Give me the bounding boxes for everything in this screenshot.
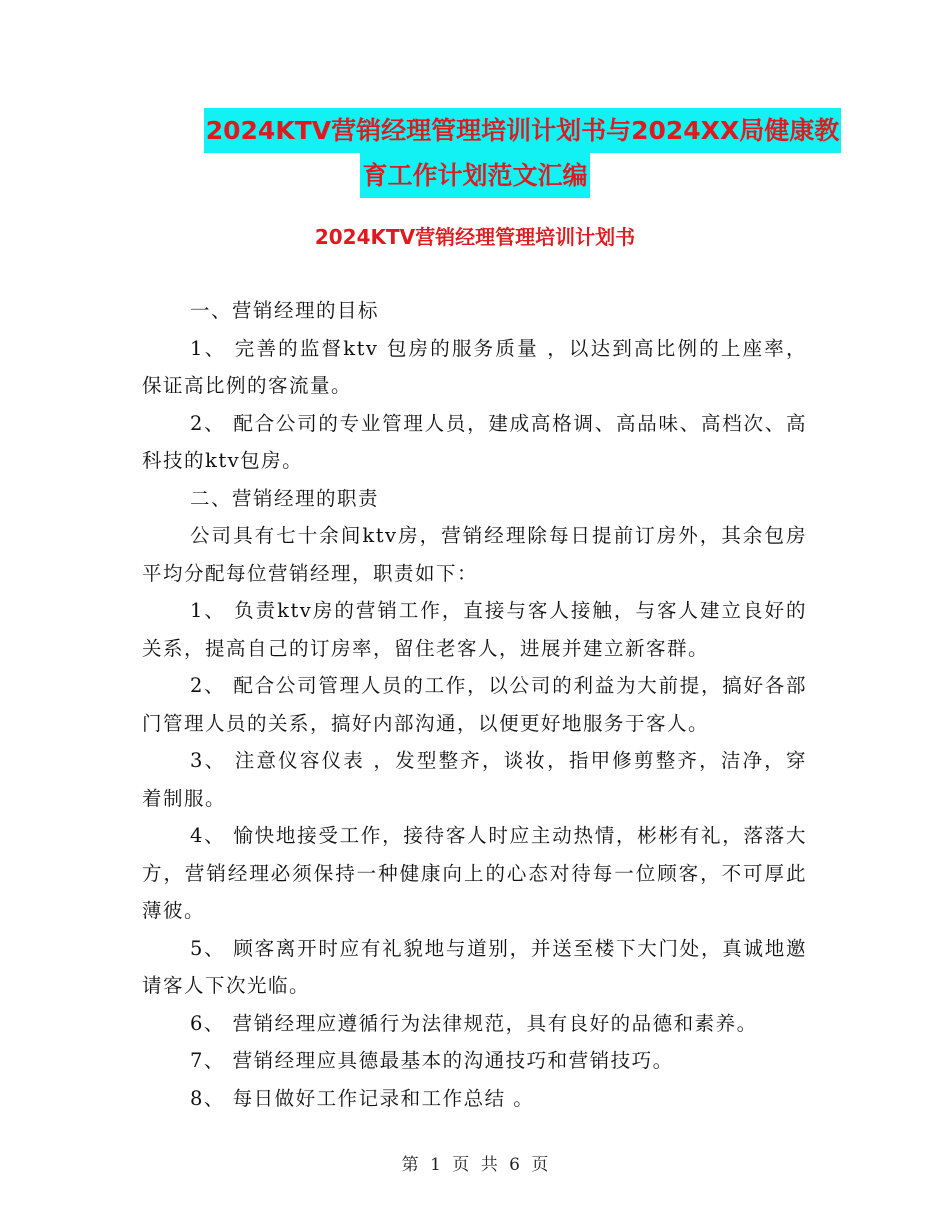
section-title: 2024KTV营销经理管理培训计划书 [314, 225, 636, 249]
paragraph: 一、营销经理的目标 [190, 299, 380, 322]
paragraph: 7、 营销经理应具德最基本的沟通技巧和营销技巧。 [190, 1049, 674, 1072]
paragraph: 4、 愉快地接受工作，接待客人时应主动热情，彬彬有礼，落落大方，营销经理必须保持一种健康向上的心态对待每一位顾客，不可厚此薄彼。 [142, 824, 807, 922]
paragraph: 1、 完善的监督ktv 包房的服务质量 ，以达到高比例的上座率，保证高比例的客流量。 [142, 336, 807, 397]
main-title-line-1: 2024KTV营销经理管理培训计划书与2024XX局健康教 [204, 108, 842, 153]
main-title [0, 108, 950, 198]
paragraph: 二、营销经理的职责 [190, 486, 380, 510]
paragraph: 6、 营销经理应遵循行为法律规范，具有良好的品德和素养。 [190, 1011, 758, 1035]
paragraph: 5、 顾客离开时应有礼貌地与道别，并送至楼下大门处，真诚地邀请客人下次光临。 [142, 936, 807, 997]
page-footer: 第 1 页 共 6 页 [401, 1155, 549, 1175]
paragraph: 2、 配合公司管理人员的工作，以公司的利益为大前提，搞好各部门管理人员的关系，搞好内部沟通，以便更好地服务于客人。 [142, 674, 807, 735]
document-body [142, 292, 807, 1117]
paragraph: 2、 配合公司的专业管理人员，建成高格调、高品味、高档次、高科技的ktv包房。 [142, 411, 807, 472]
paragraph: 8、 每日做好工作记录和工作总结 。 [190, 1086, 535, 1110]
main-title-line-2: 育工作计划范文汇编 [360, 153, 589, 198]
paragraph: 1、 负责ktv房的营销工作，直接与客人接触，与客人建立良好的关系，提高自己的订房率，留住老客人，进展并建立新客群。 [142, 599, 807, 660]
paragraph: 公司具有七十余间ktv房，营销经理除每日提前订房外，其余包房平均分配每位营销经理，职责如下： [142, 524, 807, 585]
paragraph: 3、 注意仪容仪表 ，发型整齐，谈妆，指甲修剪整齐，洁净，穿着制服。 [142, 749, 807, 810]
